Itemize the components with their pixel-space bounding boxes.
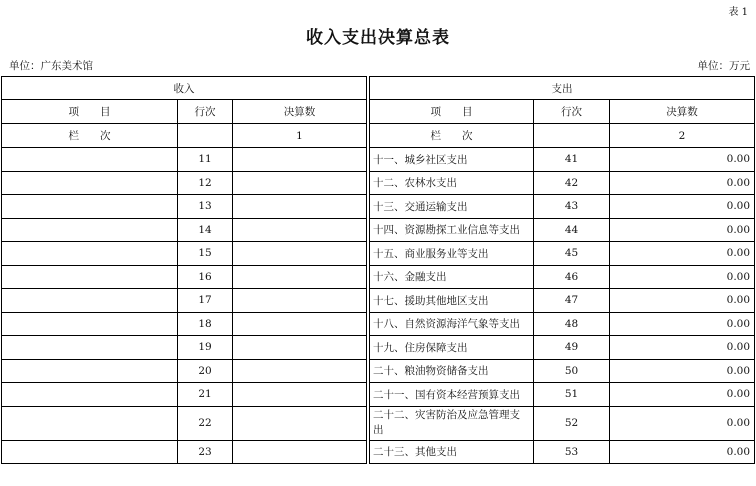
expense-item-cell: 十六、金融支出 <box>370 265 534 289</box>
table-row <box>2 171 755 195</box>
table-row <box>2 242 755 266</box>
income-line-cell: 18 <box>178 312 233 336</box>
expense-item-cell: 十九、住房保障支出 <box>370 336 534 360</box>
expense-item-cell: 二十二、灾害防治及应急管理支出 <box>370 406 534 440</box>
page-title: 收入支出决算总表 <box>306 28 450 48</box>
income-line-cell: 13 <box>178 195 233 219</box>
table-row <box>2 265 755 289</box>
expense-line-cell: 46 <box>534 265 610 289</box>
expense-amount-cell: 0.00 <box>610 406 755 440</box>
income-item-header: 项 目 <box>2 100 178 124</box>
expense-line-cell: 44 <box>534 218 610 242</box>
income-item-cell <box>2 359 178 383</box>
expense-header: 支出 <box>370 77 755 100</box>
table-row <box>2 289 755 313</box>
expense-amount-header: 决算数 <box>610 100 755 124</box>
income-line-cell: 15 <box>178 242 233 266</box>
income-item-cell <box>2 195 178 219</box>
income-line-cell: 22 <box>178 406 233 440</box>
header-row-column-index <box>2 124 755 148</box>
table-row <box>2 336 755 360</box>
table-row <box>2 359 755 383</box>
table-row <box>2 148 755 172</box>
income-amount-cell <box>233 218 367 242</box>
income-line-cell: 12 <box>178 171 233 195</box>
unit-currency: 单位：万元 <box>697 60 750 72</box>
table-row <box>2 440 755 464</box>
expense-item-cell: 十八、自然资源海洋气象等支出 <box>370 312 534 336</box>
income-amount-cell <box>233 289 367 313</box>
income-line-index <box>178 124 233 148</box>
expense-line-cell: 48 <box>534 312 610 336</box>
income-line-cell: 23 <box>178 440 233 464</box>
expense-item-cell: 十七、援助其他地区支出 <box>370 289 534 313</box>
income-amount-cell <box>233 406 367 440</box>
income-amount-cell <box>233 383 367 407</box>
expense-amount-cell: 0.00 <box>610 359 755 383</box>
table-row <box>2 406 755 440</box>
income-line-cell: 16 <box>178 265 233 289</box>
income-item-cell <box>2 336 178 360</box>
unit-organization: 单位：广东美术馆 <box>9 60 93 72</box>
expense-amount-cell: 0.00 <box>610 148 755 172</box>
expense-line-cell: 51 <box>534 383 610 407</box>
table-row <box>2 383 755 407</box>
income-col-index: 1 <box>233 124 367 148</box>
income-line-cell: 11 <box>178 148 233 172</box>
header-row-columns <box>2 100 755 124</box>
expense-col-index: 2 <box>610 124 755 148</box>
expense-amount-cell: 0.00 <box>610 195 755 219</box>
expense-item-cell: 十四、资源勘探工业信息等支出 <box>370 218 534 242</box>
expense-line-cell: 52 <box>534 406 610 440</box>
income-amount-cell <box>233 171 367 195</box>
income-item-cell <box>2 289 178 313</box>
income-amount-cell <box>233 359 367 383</box>
income-line-cell: 19 <box>178 336 233 360</box>
table-row <box>2 195 755 219</box>
income-amount-header: 决算数 <box>233 100 367 124</box>
table-row <box>2 312 755 336</box>
income-item-cell <box>2 242 178 266</box>
income-item-cell <box>2 406 178 440</box>
income-line-cell: 21 <box>178 383 233 407</box>
expense-amount-cell: 0.00 <box>610 312 755 336</box>
expense-item-cell: 十二、农林水支出 <box>370 171 534 195</box>
income-item-cell <box>2 171 178 195</box>
income-line-header: 行次 <box>178 100 233 124</box>
expense-amount-cell: 0.00 <box>610 289 755 313</box>
expense-line-cell: 49 <box>534 336 610 360</box>
income-item-cell <box>2 148 178 172</box>
expense-line-cell: 43 <box>534 195 610 219</box>
income-line-cell: 20 <box>178 359 233 383</box>
budget-table <box>1 76 755 464</box>
expense-item-header: 项 目 <box>370 100 534 124</box>
expense-amount-cell: 0.00 <box>610 440 755 464</box>
expense-amount-cell: 0.00 <box>610 265 755 289</box>
expense-amount-cell: 0.00 <box>610 383 755 407</box>
expense-amount-cell: 0.00 <box>610 218 755 242</box>
expense-item-cell: 二十一、国有资本经营预算支出 <box>370 383 534 407</box>
expense-item-cell: 十一、城乡社区支出 <box>370 148 534 172</box>
income-item-cell <box>2 383 178 407</box>
income-amount-cell <box>233 195 367 219</box>
income-amount-cell <box>233 312 367 336</box>
expense-item-cell: 二十三、其他支出 <box>370 440 534 464</box>
expense-line-cell: 41 <box>534 148 610 172</box>
income-item-cell <box>2 312 178 336</box>
expense-amount-cell: 0.00 <box>610 171 755 195</box>
income-item-cell <box>2 265 178 289</box>
expense-item-cell: 二十、粮油物资储备支出 <box>370 359 534 383</box>
income-amount-cell <box>233 242 367 266</box>
income-amount-cell <box>233 336 367 360</box>
expense-line-cell: 45 <box>534 242 610 266</box>
income-line-cell: 17 <box>178 289 233 313</box>
expense-line-cell: 42 <box>534 171 610 195</box>
expense-item-cell: 十五、商业服务业等支出 <box>370 242 534 266</box>
table-row <box>2 218 755 242</box>
income-item-cell <box>2 218 178 242</box>
table-number: 表 1 <box>728 7 748 18</box>
income-header: 收入 <box>2 77 367 100</box>
expense-item-cell: 十三、交通运输支出 <box>370 195 534 219</box>
income-item-cell <box>2 440 178 464</box>
income-line-cell: 14 <box>178 218 233 242</box>
income-amount-cell <box>233 265 367 289</box>
expense-line-cell: 50 <box>534 359 610 383</box>
expense-amount-cell: 0.00 <box>610 242 755 266</box>
income-col-label: 栏 次 <box>2 124 178 148</box>
income-amount-cell <box>233 440 367 464</box>
header-row-sections <box>2 77 755 100</box>
expense-line-cell: 53 <box>534 440 610 464</box>
expense-col-label: 栏 次 <box>370 124 534 148</box>
expense-line-header: 行次 <box>534 100 610 124</box>
expense-line-index <box>534 124 610 148</box>
expense-amount-cell: 0.00 <box>610 336 755 360</box>
income-amount-cell <box>233 148 367 172</box>
expense-line-cell: 47 <box>534 289 610 313</box>
